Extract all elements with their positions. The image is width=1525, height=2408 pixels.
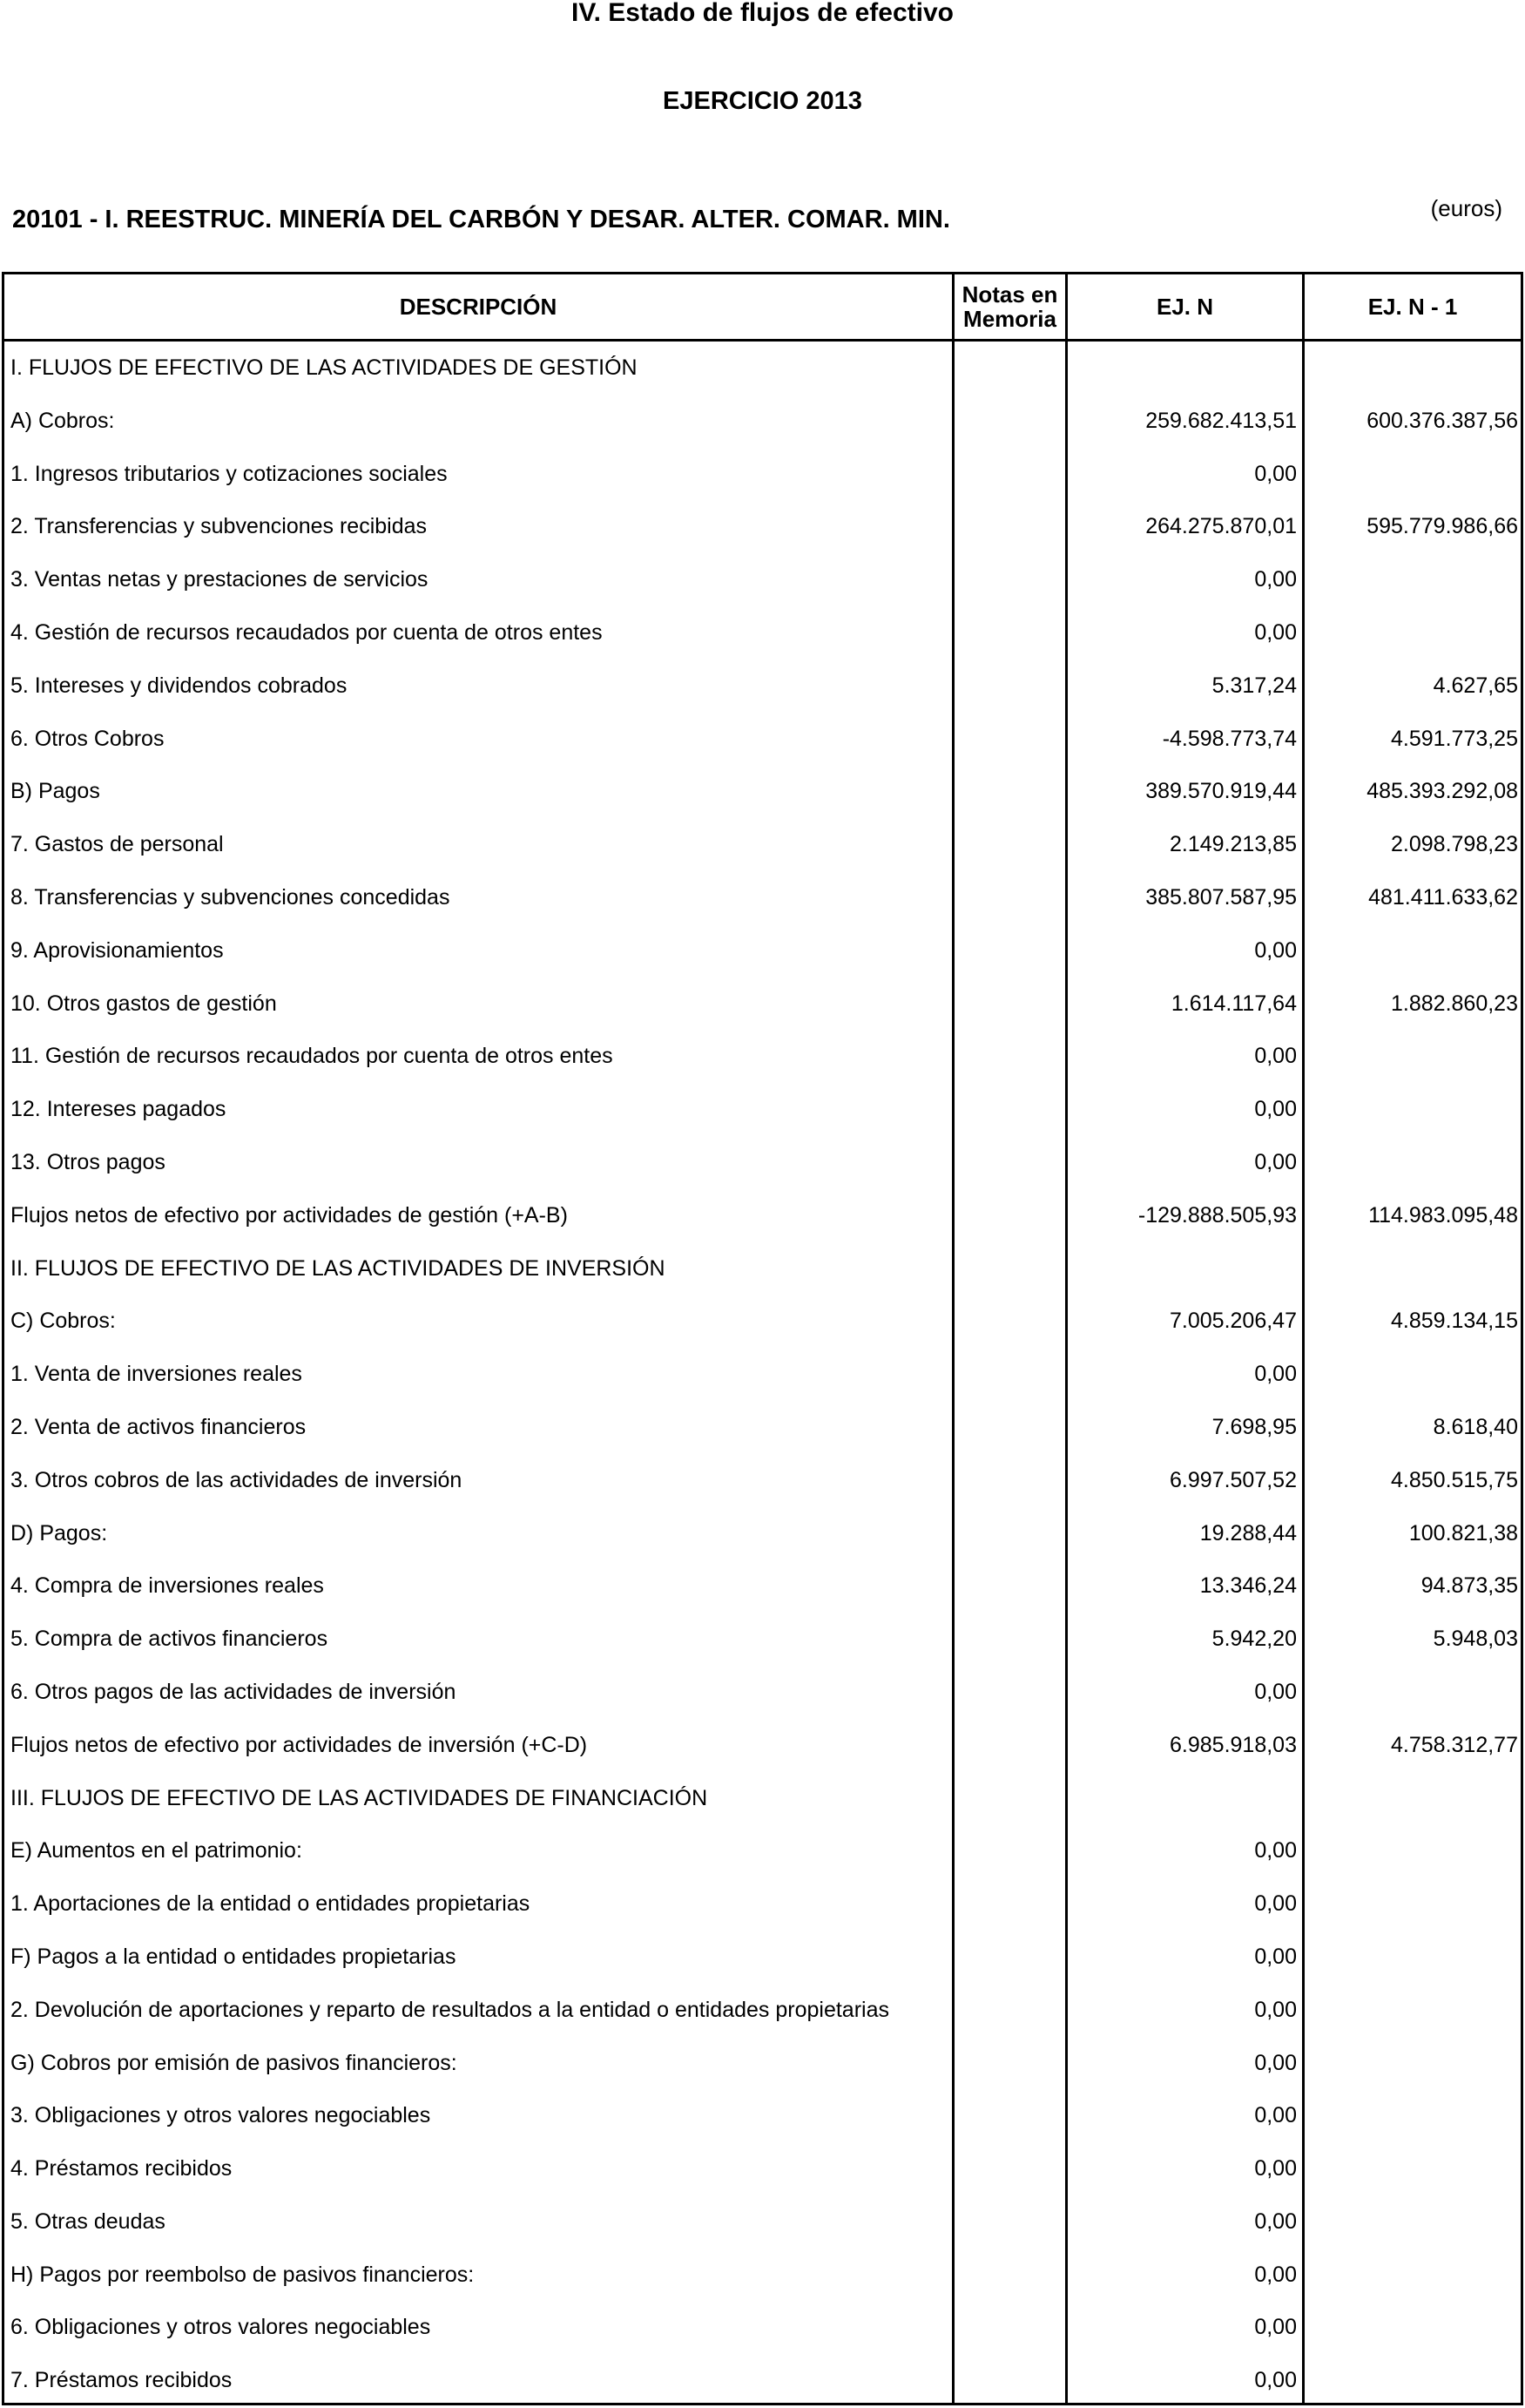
table-row bbox=[4, 2354, 1521, 2407]
table-row bbox=[4, 713, 1521, 766]
row-description: 9. Aprovisionamientos bbox=[10, 937, 224, 963]
row-description: 10. Otros gastos de gestión bbox=[10, 991, 277, 1016]
row-description: 1. Venta de inversiones reales bbox=[10, 1362, 302, 1387]
row-value-ej-n: 0,00 bbox=[1254, 567, 1297, 592]
row-description: 3. Otros cobros de las actividades de inversión bbox=[10, 1467, 462, 1492]
row-value-ej-n: 2.149.213,85 bbox=[1170, 832, 1297, 857]
table-row bbox=[4, 500, 1521, 553]
row-description: 4. Compra de inversiones reales bbox=[10, 1573, 324, 1599]
row-value-ej-n1: 481.411.633,62 bbox=[1368, 884, 1518, 910]
table-row bbox=[4, 1030, 1521, 1083]
row-description: 2. Venta de activos financieros bbox=[10, 1414, 307, 1439]
table-row bbox=[4, 448, 1521, 501]
row-description: D) Pagos: bbox=[10, 1520, 108, 1546]
table-row bbox=[4, 1083, 1521, 1136]
row-value-ej-n: 0,00 bbox=[1254, 1997, 1297, 2022]
row-value-ej-n1: 600.376.387,56 bbox=[1366, 408, 1518, 433]
row-description: II. FLUJOS DE EFECTIVO DE LAS ACTIVIDADES DE INVERSIÓN bbox=[10, 1255, 665, 1281]
column-header-ej-n: EJ. N bbox=[1156, 294, 1214, 320]
row-description: G) Cobros por emisión de pasivos financieros: bbox=[10, 2050, 457, 2075]
row-description: 5. Otras deudas bbox=[10, 2208, 165, 2234]
row-value-ej-n: 0,00 bbox=[1254, 2103, 1297, 2128]
table-row bbox=[4, 1242, 1521, 1295]
row-value-ej-n: 0,00 bbox=[1254, 2315, 1297, 2340]
table-row bbox=[4, 1984, 1521, 2037]
row-value-ej-n: 0,00 bbox=[1254, 1149, 1297, 1174]
row-description: 12. Intereses pagados bbox=[10, 1097, 226, 1122]
row-description: 7. Préstamos recibidos bbox=[10, 2368, 233, 2393]
row-value-ej-n1: 4.859.134,15 bbox=[1391, 1309, 1518, 1334]
row-value-ej-n: 0,00 bbox=[1254, 1891, 1297, 1917]
row-value-ej-n: 259.682.413,51 bbox=[1145, 408, 1297, 433]
row-description: C) Cobros: bbox=[10, 1309, 116, 1334]
row-description: F) Pagos a la entidad o entidades propietarias bbox=[10, 1944, 456, 1969]
table-row bbox=[4, 1401, 1521, 1454]
table-row bbox=[4, 553, 1521, 606]
row-value-ej-n: 0,00 bbox=[1254, 461, 1297, 486]
row-value-ej-n1: 4.758.312,77 bbox=[1391, 1732, 1518, 1757]
row-description: 3. Ventas netas y prestaciones de servicios bbox=[10, 567, 428, 592]
row-description: 5. Intereses y dividendos cobrados bbox=[10, 673, 348, 698]
table-row bbox=[4, 1507, 1521, 1560]
entity-name: 20101 - I. REESTRUC. MINERÍA DEL CARBÓN Y DESAR. ALTER. COMAR. MIN. bbox=[12, 206, 950, 233]
table-row bbox=[4, 2301, 1521, 2354]
row-description: H) Pagos por reembolso de pasivos financieros: bbox=[10, 2262, 475, 2287]
table-row bbox=[4, 2142, 1521, 2195]
row-description: Flujos netos de efectivo por actividades de gestión (+A-B) bbox=[10, 1202, 568, 1228]
row-description: 11. Gestión de recursos recaudados por cuenta de otros entes bbox=[10, 1044, 613, 1069]
table-row bbox=[4, 2195, 1521, 2249]
row-description: 13. Otros pagos bbox=[10, 1149, 165, 1174]
row-value-ej-n: 389.570.919,44 bbox=[1145, 779, 1297, 804]
row-value-ej-n1: 5.948,03 bbox=[1433, 1627, 1518, 1652]
row-description: 4. Préstamos recibidos bbox=[10, 2156, 233, 2181]
table-row bbox=[4, 765, 1521, 818]
table-row bbox=[4, 1772, 1521, 1825]
row-value-ej-n: 7.698,95 bbox=[1211, 1414, 1297, 1439]
row-description: 5. Compra de activos financieros bbox=[10, 1627, 328, 1652]
table-row bbox=[4, 1824, 1521, 1877]
row-value-ej-n: 5.942,20 bbox=[1211, 1627, 1297, 1652]
row-value-ej-n: 7.005.206,47 bbox=[1170, 1309, 1297, 1334]
row-description: 1. Ingresos tributarios y cotizaciones sociales bbox=[10, 461, 448, 486]
table-row bbox=[4, 1295, 1521, 1348]
row-value-ej-n: 0,00 bbox=[1254, 2208, 1297, 2234]
cash-flow-table bbox=[2, 272, 1523, 2405]
row-description: 2. Transferencias y subvenciones recibidas bbox=[10, 514, 428, 539]
row-value-ej-n1: 595.779.986,66 bbox=[1366, 514, 1518, 539]
row-value-ej-n: 0,00 bbox=[1254, 1362, 1297, 1387]
row-value-ej-n: 264.275.870,01 bbox=[1145, 514, 1297, 539]
row-value-ej-n1: 4.627,65 bbox=[1433, 673, 1518, 698]
row-value-ej-n1: 94.873,35 bbox=[1420, 1573, 1518, 1599]
column-header-notas-line2: Memoria bbox=[963, 306, 1056, 332]
row-value-ej-n: 6.997.507,52 bbox=[1170, 1467, 1297, 1492]
table-row bbox=[4, 659, 1521, 713]
row-value-ej-n: 0,00 bbox=[1254, 2156, 1297, 2181]
table-row bbox=[4, 1877, 1521, 1931]
column-header-notas-line1: Notas en bbox=[962, 281, 1058, 308]
row-value-ej-n: -4.598.773,74 bbox=[1162, 726, 1297, 751]
row-description: I. FLUJOS DE EFECTIVO DE LAS ACTIVIDADES DE GESTIÓN bbox=[10, 355, 638, 380]
table-row bbox=[4, 395, 1521, 448]
row-value-ej-n1: 4.850.515,75 bbox=[1391, 1467, 1518, 1492]
table-row bbox=[4, 1719, 1521, 1772]
row-description: Flujos netos de efectivo por actividades de inversión (+C-D) bbox=[10, 1732, 588, 1757]
row-description: III. FLUJOS DE EFECTIVO DE LAS ACTIVIDADES DE FINANCIACIÓN bbox=[10, 1785, 708, 1810]
table-row bbox=[4, 2037, 1521, 2090]
row-value-ej-n: 0,00 bbox=[1254, 1097, 1297, 1122]
page-title: IV. Estado de flujos de efectivo bbox=[570, 0, 954, 27]
row-value-ej-n: 0,00 bbox=[1254, 1838, 1297, 1863]
row-value-ej-n1: 8.618,40 bbox=[1433, 1414, 1518, 1439]
column-header-descripcion: DESCRIPCIÓN bbox=[399, 294, 557, 320]
row-description: 3. Obligaciones y otros valores negociables bbox=[10, 2103, 431, 2128]
row-value-ej-n: 0,00 bbox=[1254, 1044, 1297, 1069]
table-row bbox=[4, 2089, 1521, 2142]
row-value-ej-n: 0,00 bbox=[1254, 2368, 1297, 2393]
row-value-ej-n: 1.614.117,64 bbox=[1171, 991, 1297, 1016]
table-row bbox=[4, 342, 1521, 395]
table-row bbox=[4, 1559, 1521, 1613]
row-description: 6. Otros Cobros bbox=[10, 726, 165, 751]
row-description: 4. Gestión de recursos recaudados por cuenta de otros entes bbox=[10, 619, 603, 645]
row-value-ej-n: 19.288,44 bbox=[1199, 1520, 1297, 1546]
table-row bbox=[4, 924, 1521, 977]
row-value-ej-n1: 4.591.773,25 bbox=[1391, 726, 1518, 751]
row-value-ej-n1: 1.882.860,23 bbox=[1391, 991, 1518, 1016]
row-value-ej-n: 0,00 bbox=[1254, 2262, 1297, 2287]
row-description: 6. Otros pagos de las actividades de inversión bbox=[10, 1679, 456, 1704]
row-value-ej-n: 385.807.587,95 bbox=[1145, 884, 1297, 910]
row-description: B) Pagos bbox=[10, 779, 100, 804]
table-row bbox=[4, 2249, 1521, 2302]
table-row bbox=[4, 1136, 1521, 1189]
row-description: E) Aumentos en el patrimonio: bbox=[10, 1838, 302, 1863]
row-description: 6. Obligaciones y otros valores negociables bbox=[10, 2315, 431, 2340]
table-row bbox=[4, 1454, 1521, 1507]
table-row bbox=[4, 977, 1521, 1031]
row-value-ej-n: 0,00 bbox=[1254, 619, 1297, 645]
row-value-ej-n: 0,00 bbox=[1254, 1944, 1297, 1969]
table-row bbox=[4, 1348, 1521, 1401]
table-row bbox=[4, 1666, 1521, 1719]
row-value-ej-n: 6.985.918,03 bbox=[1170, 1732, 1297, 1757]
currency-units: (euros) bbox=[1430, 195, 1502, 221]
table-row bbox=[4, 1613, 1521, 1666]
row-description: 2. Devolución de aportaciones y reparto de resultados a la entidad o entidades propietarias bbox=[10, 1997, 889, 2022]
row-value-ej-n: -129.888.505,93 bbox=[1137, 1202, 1297, 1228]
row-value-ej-n: 0,00 bbox=[1254, 2050, 1297, 2075]
row-description: 1. Aportaciones de la entidad o entidades propietarias bbox=[10, 1891, 530, 1917]
row-value-ej-n: 5.317,24 bbox=[1211, 673, 1297, 698]
table-body bbox=[4, 342, 1521, 2407]
table-row bbox=[4, 1189, 1521, 1242]
table-row bbox=[4, 1931, 1521, 1984]
table-row bbox=[4, 606, 1521, 659]
row-description: A) Cobros: bbox=[10, 408, 115, 433]
row-value-ej-n: 0,00 bbox=[1254, 937, 1297, 963]
column-header-ej-n1: EJ. N - 1 bbox=[1367, 294, 1458, 320]
row-value-ej-n1: 485.393.292,08 bbox=[1366, 779, 1518, 804]
column-header-notas bbox=[955, 274, 1065, 339]
row-value-ej-n1: 2.098.798,23 bbox=[1391, 832, 1518, 857]
table-row bbox=[4, 871, 1521, 924]
row-description: 7. Gastos de personal bbox=[10, 832, 224, 857]
row-value-ej-n1: 100.821,38 bbox=[1408, 1520, 1518, 1546]
fiscal-year-heading: EJERCICIO 2013 bbox=[663, 87, 862, 115]
row-description: 8. Transferencias y subvenciones concedidas bbox=[10, 884, 450, 910]
row-value-ej-n: 0,00 bbox=[1254, 1679, 1297, 1704]
row-value-ej-n: 13.346,24 bbox=[1199, 1573, 1297, 1599]
row-value-ej-n1: 114.983.095,48 bbox=[1368, 1202, 1518, 1228]
table-row bbox=[4, 818, 1521, 871]
